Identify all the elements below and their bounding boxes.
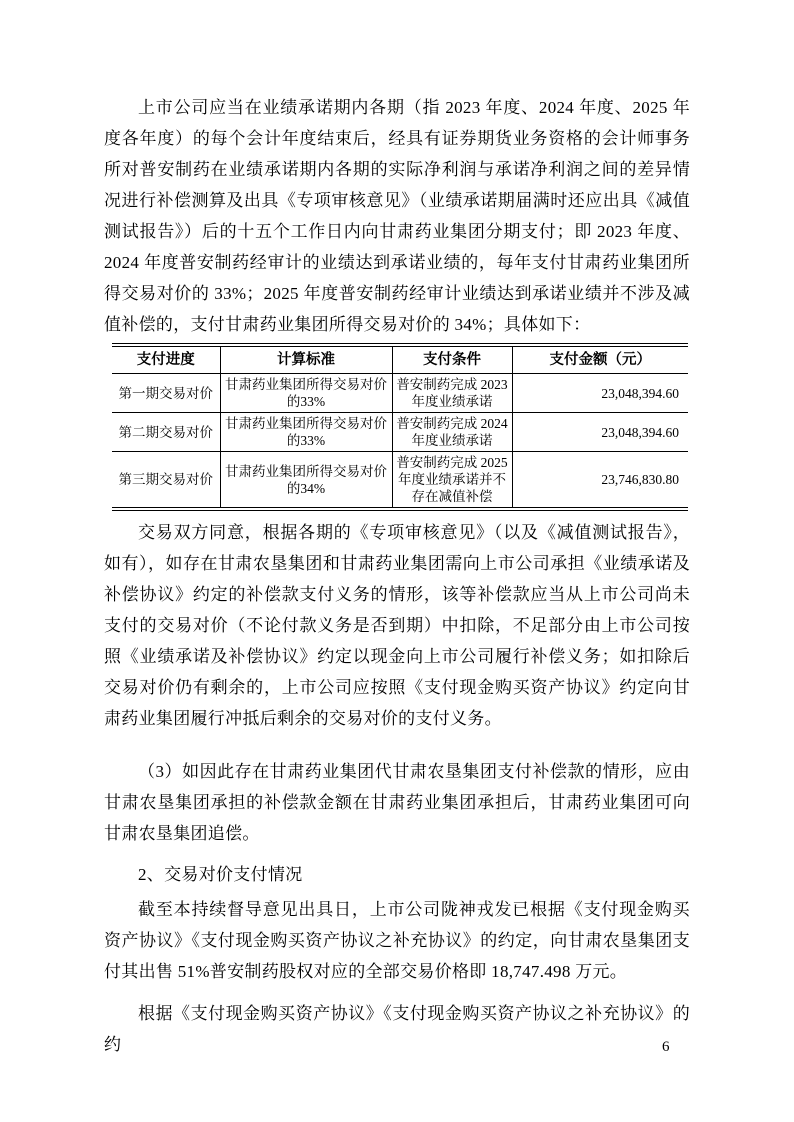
page-number: 6 (662, 1039, 670, 1055)
col-header-calculation-standard: 计算标准 (220, 345, 392, 374)
section-heading-payment-status: 2、交易对价支付情况 (138, 865, 303, 884)
cell-stage: 第三期交易对价 (118, 472, 213, 487)
cell-stage: 第二期交易对价 (112, 413, 220, 452)
paragraph-payment-completed: 截至本持续督导意见出具日，上市公司陇神戎发已根据《支付现金购买资产协议》《支付现金购买资产协议之补充协议》的约定，向甘肃农垦集团支付其出售 51%普安制药股权对应的全部交易价格即 18,747.498 万元。 (104, 900, 690, 981)
col-header-payment-stage: 支付进度 (112, 345, 220, 374)
col-header-payment-amount: 支付金额（元） (512, 345, 688, 374)
cell-standard: 甘肃药业集团所得交易对价的34% (220, 452, 392, 510)
table-row (112, 374, 688, 413)
cell-amount: 23,048,394.60 (512, 374, 688, 413)
paragraph-performance-commitment: 上市公司应当在业绩承诺期内各期（指 2023 年度、2024 年度、2025 年度各年度）的每个会计年度结束后，经具有证券期货业务资格的会计师事务所对普安制药在业绩承诺期内各期的实际净利润与承诺净利润之间的差异情况进行补偿测算及出具《专项审核意见》（业绩承诺期届满时还应出具《减值测试报告》）后的十五个工作日内向甘肃药业集团分期支付；即 2023 年度、2024 年度普安制药经审计的业绩达到承诺业绩的，每年支付甘肃药业集团所得交易对价的 33%；2025 年度普安制药经审计业绩达到承诺业绩并不涉及减值补偿的，支付甘肃药业集团所得交易对价的 34%；具体如下： (104, 98, 690, 334)
cell-amount: 23,048,394.60 (512, 413, 688, 452)
cell-condition: 普安制药完成 2024 年度业绩承诺 (392, 413, 512, 452)
payment-schedule-table (112, 343, 688, 511)
cell-amount: 23,746,830.80 (512, 452, 688, 510)
col-header-payment-condition: 支付条件 (392, 345, 512, 374)
paragraph-compensation-deduction: 交易双方同意，根据各期的《专项审核意见》（以及《减值测试报告》，如有），如存在甘肃农垦集团和甘肃药业集团需向上市公司承担《业绩承诺及补偿协议》约定的补偿款支付义务的情形，该等补偿款应当从上市公司尚未支付的交易对价（不论付款义务是否到期）中扣除，不足部分由上市公司按照《业绩承诺及补偿协议》约定以现金向上市公司履行补偿义务；如扣除后交易对价仍有剩余的，上市公司应按照《支付现金购买资产协议》约定向甘肃药业集团履行冲抵后剩余的交易对价的支付义务。 (104, 523, 690, 728)
table-header-row (112, 345, 688, 374)
cell-standard: 甘肃药业集团所得交易对价的33% (220, 413, 392, 452)
table-row (112, 452, 688, 510)
cell-standard: 甘肃药业集团所得交易对价的33% (220, 374, 392, 413)
paragraph-item-3-recourse: （3）如因此存在甘肃药业集团代甘肃农垦集团支付补偿款的情形，应由甘肃农垦集团承担的补偿款金额在甘肃药业集团承担后，甘肃药业集团可向甘肃农垦集团追偿。 (104, 762, 690, 843)
cell-stage: 第一期交易对价 (112, 374, 220, 413)
cell-condition: 普安制药完成 2023 年度业绩承诺 (392, 374, 512, 413)
page-content (104, 92, 690, 1060)
paragraph-agreement-continued: 根据《支付现金购买资产协议》《支付现金购买资产协议之补充协议》的约 (104, 1004, 690, 1054)
cell-condition: 普安制药完成 2025 年度业绩承诺并不存在减值补偿 (392, 452, 512, 510)
table-row (112, 413, 688, 452)
